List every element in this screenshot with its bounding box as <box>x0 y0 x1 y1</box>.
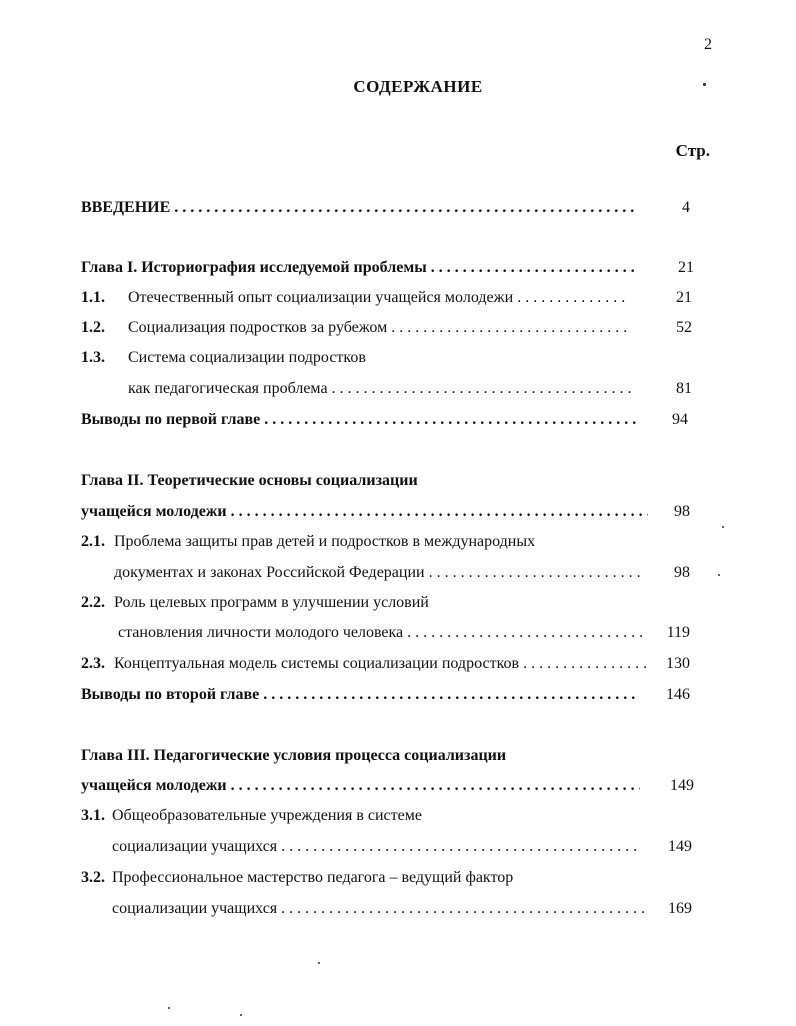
page-title: СОДЕРЖАНИЕ <box>353 77 483 96</box>
toc-entry-2-2-line2[interactable] <box>81 622 690 644</box>
toc-label: Глава II. Теоретические основы социализации <box>81 472 418 489</box>
toc-page: 81 <box>676 380 692 397</box>
scan-speck <box>318 962 320 964</box>
toc-page: 98 <box>674 503 690 520</box>
toc-entry-chapter-2-line1[interactable] <box>81 470 692 492</box>
toc-label: социализации учащихся . . . <box>112 898 644 920</box>
toc-entry-1-2[interactable] <box>81 317 692 339</box>
toc-label: документах и законах Российской Федерации . . . <box>114 562 642 584</box>
toc-label: Проблема защиты прав детей и подростков в международных <box>114 533 536 550</box>
toc-entry-2-1-line1[interactable] <box>81 531 690 553</box>
toc-label: социализации учащихся . . . <box>112 836 642 858</box>
toc-page: 119 <box>666 624 690 641</box>
toc-entry-conclusions-1[interactable] <box>81 409 688 431</box>
scan-speck <box>240 1014 242 1016</box>
toc-label: Глава I. Историография исследуемой проблемы . . . <box>81 257 636 279</box>
page-column-header: Стр. <box>675 141 710 160</box>
toc-entry-conclusions-2[interactable] <box>81 684 690 706</box>
toc-label: Профессиональное мастерство педагога – ведущий фактор <box>112 869 514 886</box>
toc-entry-intro[interactable] <box>81 197 690 219</box>
toc-number: 3.2. <box>81 869 105 886</box>
toc-page: 149 <box>670 777 694 794</box>
page-number: 2 <box>704 36 712 53</box>
toc-label: становления личности молодого человека . . . <box>118 622 642 644</box>
toc-entry-2-1-line2[interactable] <box>81 562 690 584</box>
toc-page: 94 <box>672 411 688 428</box>
toc-entry-1-1[interactable] <box>81 287 692 309</box>
toc-entry-chapter-2-line2[interactable] <box>81 501 690 523</box>
toc-entry-1-3-line1[interactable] <box>81 347 692 369</box>
toc-page: 52 <box>676 319 692 336</box>
toc-label: Выводы по первой главе . . . <box>81 409 636 431</box>
toc-number: 2.1. <box>81 533 105 550</box>
toc-entry-2-2-line1[interactable] <box>81 592 690 614</box>
toc-number: 3.1. <box>81 807 105 824</box>
scan-speck <box>718 574 720 576</box>
toc-label: Концептуальная модель системы социализации подростков . . . <box>114 653 648 675</box>
toc-page: 21 <box>678 259 694 276</box>
toc-number: 2.3. <box>81 655 105 672</box>
toc-label: Отечественный опыт социализации учащейся молодежи . . . <box>128 287 628 309</box>
toc-entry-chapter-1[interactable] <box>81 257 694 279</box>
toc-page: 169 <box>668 900 692 917</box>
toc-entry-2-3[interactable] <box>81 653 690 675</box>
toc-entry-3-1-line1[interactable] <box>81 805 692 827</box>
toc-page: 146 <box>666 686 690 703</box>
toc-label: учащейся молодежи . . . <box>81 775 640 797</box>
toc-label: как педагогическая проблема . . . <box>128 378 636 400</box>
toc-number: 1.3. <box>81 349 105 366</box>
toc-label: Глава III. Педагогические условия процесса социализации <box>81 747 507 764</box>
scan-speck <box>168 1007 170 1009</box>
toc-entry-chapter-3-line2[interactable] <box>81 775 694 797</box>
toc-page: 130 <box>666 655 690 672</box>
toc-label: ВВЕДЕНИЕ . . . <box>81 197 636 219</box>
toc-label: учащейся молодежи . . . <box>81 501 648 523</box>
toc-label: Система социализации подростков <box>128 349 366 366</box>
scan-speck <box>703 83 706 86</box>
toc-label: Выводы по второй главе . . . <box>81 684 636 706</box>
toc-number: 1.2. <box>81 319 105 336</box>
toc-entry-3-2-line1[interactable] <box>81 867 692 889</box>
toc-entry-3-1-line2[interactable] <box>81 836 692 858</box>
toc-number: 1.1. <box>81 289 105 306</box>
toc-entry-3-2-line2[interactable] <box>81 898 692 920</box>
toc-page: 149 <box>668 838 692 855</box>
scan-speck <box>722 526 724 528</box>
toc-label: Социализация подростков за рубежом . . . <box>128 317 628 339</box>
toc-page: 4 <box>682 199 690 216</box>
toc-entry-chapter-3-line1[interactable] <box>81 745 694 767</box>
toc-page: 21 <box>676 289 692 306</box>
toc-entry-1-3-line2[interactable] <box>81 378 692 400</box>
toc-page: 98 <box>674 564 690 581</box>
toc-label: Общеобразовательные учреждения в системе <box>112 807 422 824</box>
toc-number: 2.2. <box>81 594 105 611</box>
toc-label: Роль целевых программ в улучшении условий <box>114 594 429 611</box>
